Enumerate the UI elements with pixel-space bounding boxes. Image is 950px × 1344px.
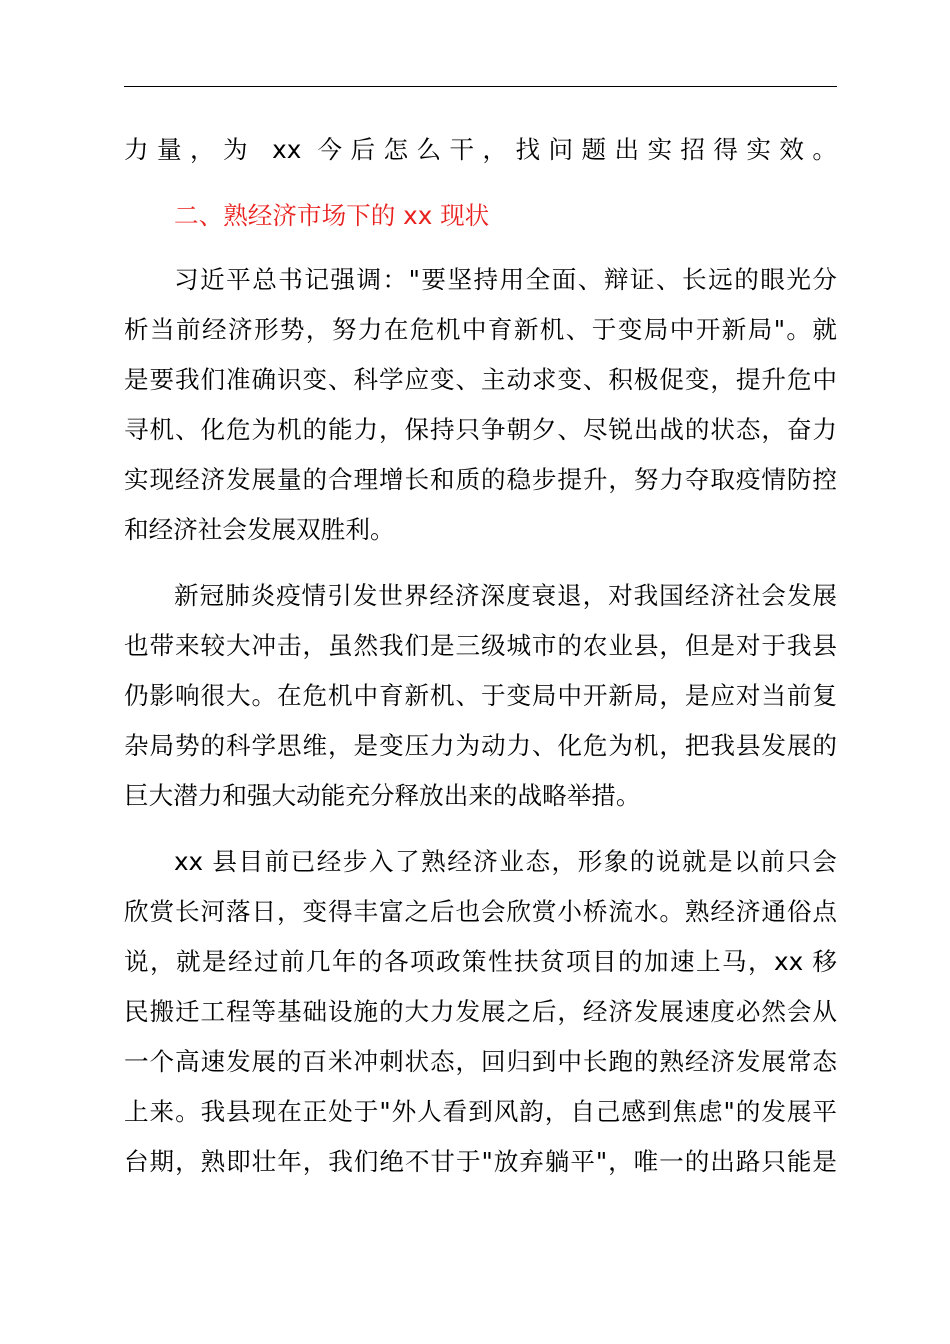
section-heading: 二、熟经济市场下的 xx 现状 bbox=[174, 201, 490, 230]
paragraph-line: 台期，熟即壮年，我们绝不甘于"放弃躺平"，唯一的出路只能是 bbox=[124, 1147, 837, 1176]
paragraph-line: 是要我们准确识变、科学应变、主动求变、积极促变，提升危中 bbox=[124, 365, 837, 394]
paragraph-line: 巨大潜力和强大动能充分释放出来的战略举措。 bbox=[124, 781, 641, 810]
paragraph-line: 习近平总书记强调："要坚持用全面、辩证、长远的眼光分 bbox=[174, 265, 837, 294]
paragraph-line: 欣赏长河落日，变得丰富之后也会欣赏小桥流水。熟经济通俗点 bbox=[124, 897, 837, 926]
paragraph-line: 力量，为 xx 今后怎么干，找问题出实招得实效。 bbox=[124, 135, 837, 164]
paragraph-line: 寻机、化危为机的能力，保持只争朝夕、尽锐出战的状态，奋力 bbox=[124, 415, 837, 444]
paragraph-line: 和经济社会发展双胜利。 bbox=[124, 515, 395, 544]
paragraph-line: xx 县目前已经步入了熟经济业态，形象的说就是以前只会 bbox=[174, 847, 837, 876]
paragraph-line: 民搬迁工程等基础设施的大力发展之后，经济发展速度必然会从 bbox=[124, 997, 837, 1026]
paragraph-line: 一个高速发展的百米冲刺状态，回归到中长跑的熟经济发展常态 bbox=[124, 1047, 837, 1076]
paragraph-line: 说，就是经过前几年的各项政策性扶贫项目的加速上马，xx 移 bbox=[124, 947, 837, 976]
paragraph-line: 上来。我县现在正处于"外人看到风韵，自己感到焦虑"的发展平 bbox=[124, 1097, 837, 1126]
paragraph-line: 也带来较大冲击，虽然我们是三级城市的农业县，但是对于我县 bbox=[124, 631, 837, 660]
paragraph-line: 实现经济发展量的合理增长和质的稳步提升，努力夺取疫情防控 bbox=[124, 465, 837, 494]
paragraph-line: 析当前经济形势，努力在危机中育新机、于变局中开新局"。就 bbox=[124, 315, 837, 344]
top-rule bbox=[124, 86, 837, 87]
paragraph-line: 仍影响很大。在危机中育新机、于变局中开新局，是应对当前复 bbox=[124, 681, 837, 710]
paragraph-line: 新冠肺炎疫情引发世界经济深度衰退，对我国经济社会发展 bbox=[174, 581, 837, 610]
paragraph-line: 杂局势的科学思维，是变压力为动力、化危为机，把我县发展的 bbox=[124, 731, 837, 760]
